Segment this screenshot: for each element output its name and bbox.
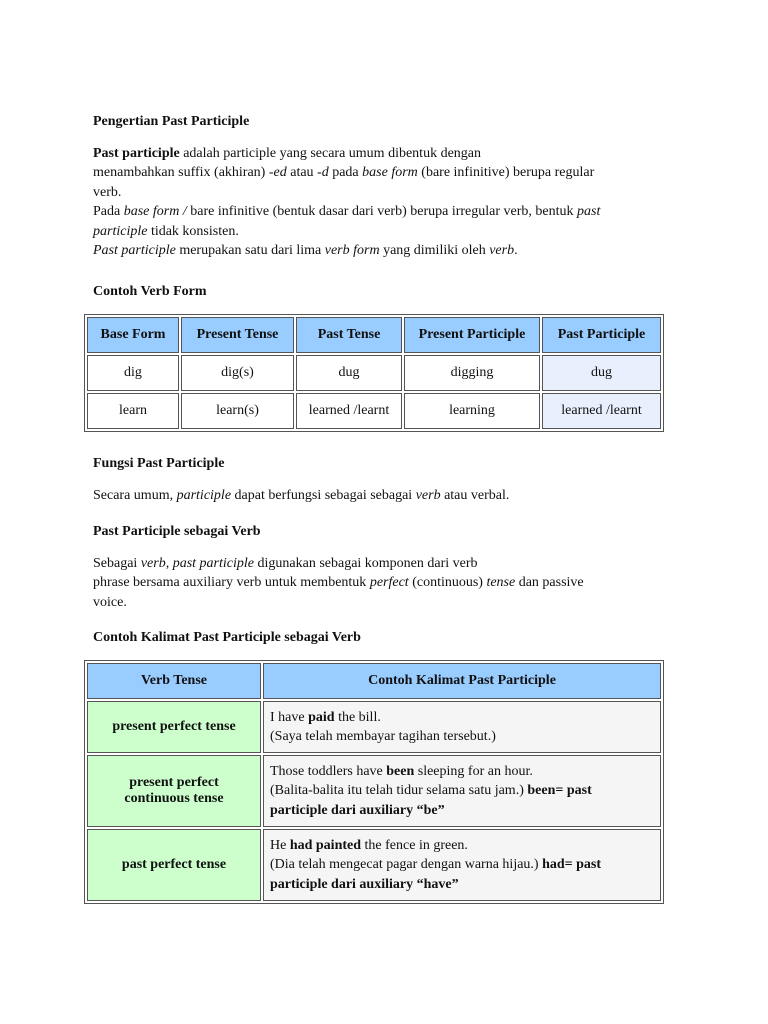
heading-fungsi: Fungsi Past Participle [93,456,225,472]
table-row [87,393,661,429]
heading-pengertian: Pengertian Past Participle [93,114,250,129]
tense-cell: present perfect tense [87,701,261,753]
paragraph-definition: Past participle adalah participle yang secara umum dibentuk dengan menambahkan suffix (akhiran) -ed atau -d pada base form (bare infinitive) berupa regular verb. Pada base form / bare infinitive (bentuk dasar dari verb) berupa irregular verb, bentuk past participle tidak konsisten. Past participle merupakan satu dari lima verb form yang dimiliki oleh verb. [93,146,601,259]
heading-contoh-kalimat: Contoh Kalimat Past Participle sebagai Verb [93,630,361,646]
table-row [87,355,661,391]
column-header: Verb Tense [87,663,261,699]
sentence-cell: He had painted the fence in green. (Dia telah mengecat pagar dengan warna hijau.) had= past participle dari auxiliary “have” [263,829,661,901]
example-sentence-table [84,660,664,904]
table-cell: learn [87,393,179,429]
table-header-row [87,317,661,353]
document-content [93,114,663,904]
sentence-cell: I have paid the bill. (Saya telah membayar tagihan tersebut.) [263,701,661,753]
column-header: Base Form [87,317,179,353]
verb-form-table [84,314,664,432]
table-cell: learn(s) [181,393,294,429]
table-cell: dug [296,355,402,391]
column-header: Past Tense [296,317,402,353]
table-row [87,755,661,827]
heading-contoh-verb-form: Contoh Verb Form [93,284,207,300]
table-cell: learning [404,393,540,429]
table-header-row [87,663,661,699]
paragraph-fungsi: Secara umum, participle dapat berfungsi sebagai sebagai verb atau verbal. [93,488,510,504]
table-row [87,701,661,753]
tense-cell: present perfect continuous tense [87,755,261,827]
column-header: Present Tense [181,317,294,353]
column-header: Present Participle [404,317,540,353]
table-cell: dig [87,355,179,391]
heading-sebagai-verb: Past Participle sebagai Verb [93,523,261,539]
paragraph-sebagai-verb: Sebagai verb, past participle digunakan sebagai komponen dari verb phrase bersama auxiliary verb untuk membentuk perfect (continuous) tense dan passive voice. [93,555,584,610]
tense-cell: past perfect tense [87,829,261,901]
table-cell: learned /learnt [542,393,661,429]
sentence-cell: Those toddlers have been sleeping for an hour. (Balita-balita itu telah tidur selama satu jam.) been= past participle dari auxiliary “be” [263,755,661,827]
table-cell: dig(s) [181,355,294,391]
table-cell: digging [404,355,540,391]
table-cell: learned /learnt [296,393,402,429]
table-row [87,829,661,901]
column-header: Past Participle [542,317,661,353]
column-header: Contoh Kalimat Past Participle [263,663,661,699]
table-cell: dug [542,355,661,391]
